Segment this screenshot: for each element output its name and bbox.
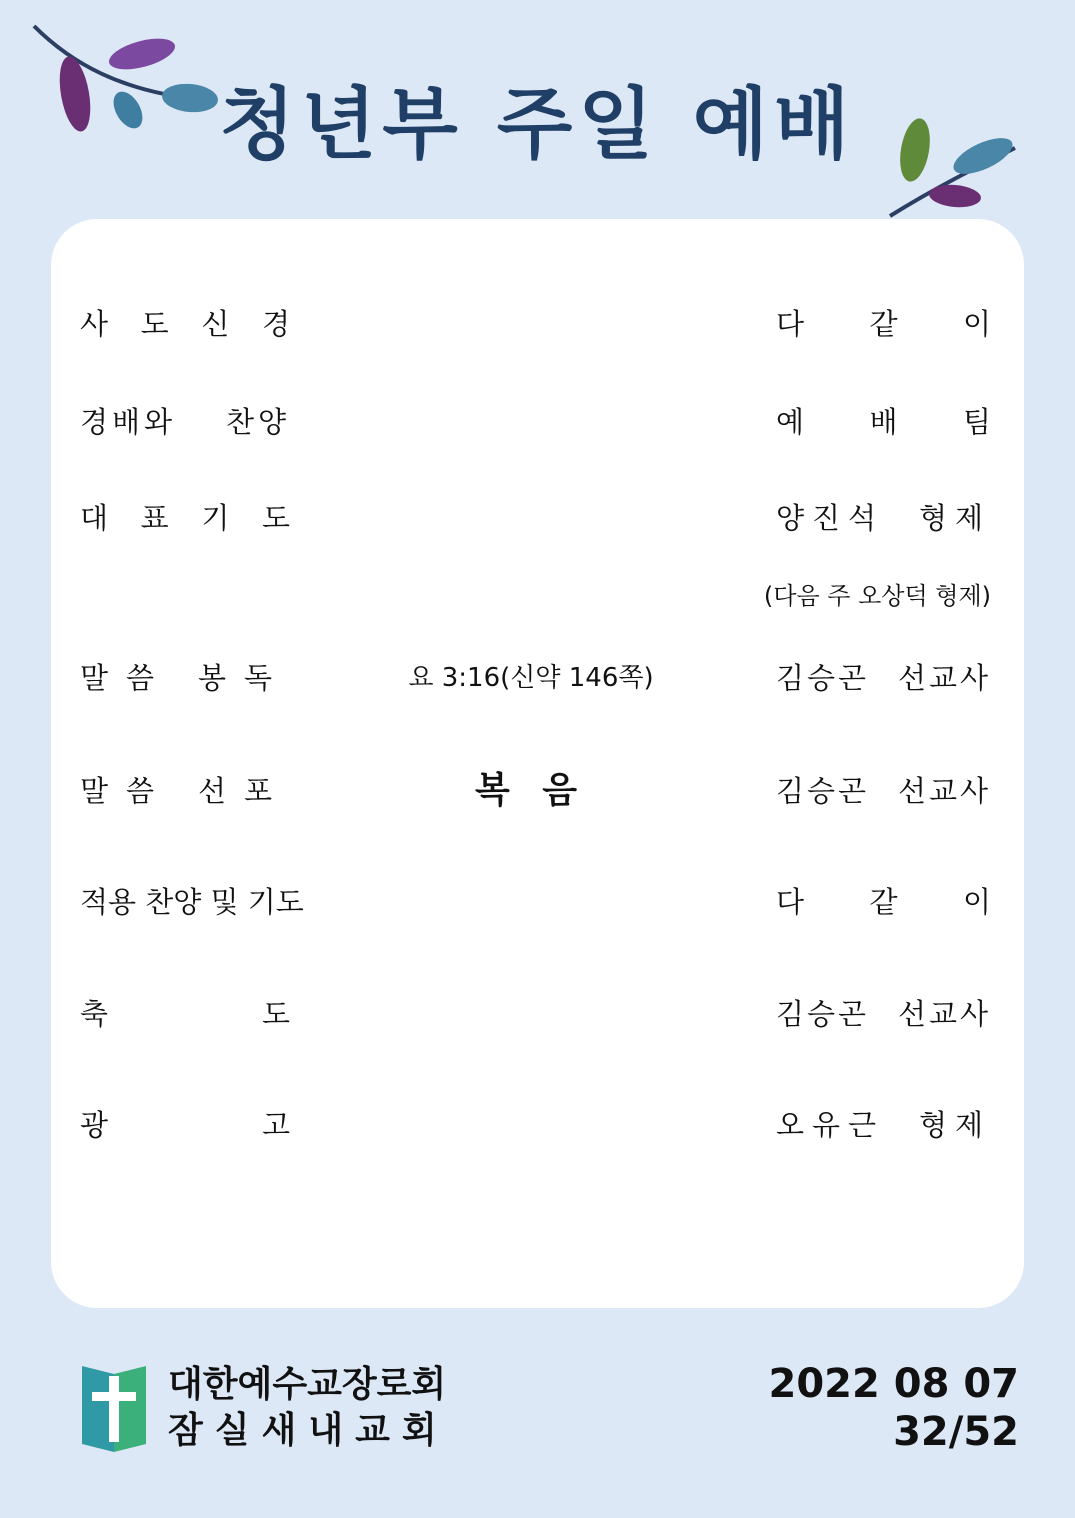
order-item: 적용 찬양 및 기도: [80, 885, 304, 919]
scripture-reference: 요 3:16(신약 146쪽): [408, 663, 654, 693]
order-item: 말씀 선포: [80, 774, 290, 808]
denomination: 대한예수교장로회: [168, 1364, 447, 1405]
order-leader: 다 같 이: [776, 885, 991, 919]
order-of-worship-card: [51, 219, 1024, 1308]
next-week-note: (다음 주 오상덕 형제): [763, 582, 991, 610]
order-leader: 예 배 팀: [776, 405, 991, 439]
order-row-response: [51, 872, 1024, 932]
church-cross-logo-icon: [80, 1362, 148, 1454]
order-row-announcements: [51, 1095, 1024, 1155]
order-leader: 양진석 형제: [776, 501, 991, 535]
page-title: 청년부 주일 예배: [219, 80, 856, 170]
order-leader: 김승곤 선교사: [776, 661, 991, 695]
order-row-scripture: [51, 648, 1024, 708]
order-leader: 오유근 형제: [776, 1108, 991, 1142]
order-item: 축 도: [80, 997, 290, 1031]
order-row-prayer: [51, 488, 1024, 548]
date-text: 2022 08 07: [768, 1361, 1019, 1407]
order-row-creed: [51, 294, 1024, 354]
order-item: 말씀 봉독: [80, 661, 290, 695]
service-date: [768, 1360, 1019, 1456]
week-count: 32/52: [893, 1409, 1019, 1455]
order-row-sermon: [51, 761, 1024, 821]
sermon-title: 복 음: [474, 770, 588, 811]
order-leader: 김승곤 선교사: [776, 774, 991, 808]
church-name: [168, 1362, 449, 1454]
order-item: 광 고: [80, 1108, 290, 1142]
church-title: 잠실새내교회: [168, 1410, 449, 1451]
order-row-benediction: [51, 984, 1024, 1044]
order-leader: 다 같 이: [776, 307, 991, 341]
order-leader: 김승곤 선교사: [776, 997, 991, 1031]
order-item: 사 도 신 경: [80, 307, 290, 341]
prayer-next-week-note: [51, 566, 1024, 626]
order-row-praise: [51, 392, 1024, 452]
order-item: 대 표 기 도: [80, 501, 290, 535]
order-item: 경배와 찬양: [80, 405, 290, 439]
